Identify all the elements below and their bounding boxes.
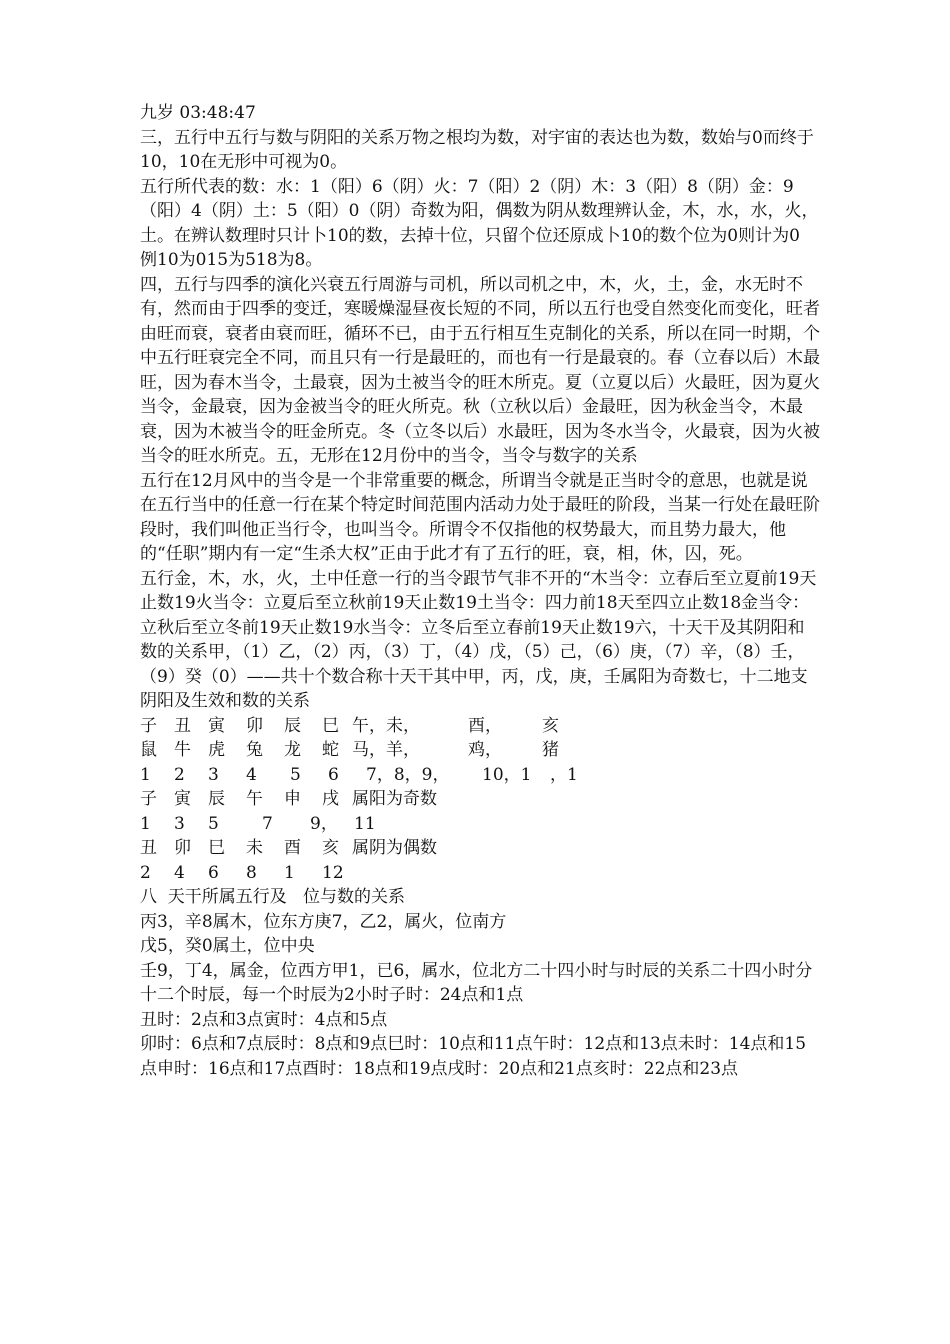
line-wood-fire: 丙3，辛8属木，位东方庚7，乙2，属火，位南方 bbox=[140, 911, 507, 932]
number-cell: 1 bbox=[140, 764, 151, 785]
number-cell: 6 bbox=[328, 764, 339, 785]
number-cell: 2 bbox=[174, 764, 185, 785]
yang-number: 7 bbox=[262, 813, 273, 834]
yin-number: 8 bbox=[246, 862, 257, 883]
yang-cell: 寅 bbox=[174, 789, 191, 809]
paragraph-example: 例10为015为518为8。 bbox=[140, 250, 323, 270]
document-body bbox=[140, 101, 820, 1081]
yang-cell: 午 bbox=[246, 789, 263, 809]
animal-row bbox=[140, 738, 820, 763]
yang-cell: 戌 bbox=[322, 789, 339, 809]
number-cell: 3 bbox=[208, 764, 219, 785]
yang-cell: 辰 bbox=[208, 789, 225, 809]
timestamp-line: 九岁 03:48:47 bbox=[140, 103, 256, 123]
branch-cell: 酉， bbox=[468, 715, 502, 736]
yin-label: 属阴为偶数 bbox=[352, 838, 437, 858]
animal-cell: 兔 bbox=[246, 740, 263, 760]
animal-cell: 牛 bbox=[174, 740, 191, 760]
yin-cell: 酉 bbox=[284, 838, 301, 858]
yin-cell: 卯 bbox=[174, 838, 191, 858]
paragraph-element-numbers: 五行所代表的数：水：1（阳）6（阴）火：7（阳）2（阴）木：3（阳）8（阴）金：9（阳）4（阴）土：5（阳）0（阴）奇数为阳，偶数为阴从数理辨认金，木，水，水，火，土。在辨认数理时只计卜10的数，去掉十位，只留个位还原成卜10的数个位为0则计为0 bbox=[140, 176, 819, 246]
branch-cell: 巳 bbox=[322, 715, 339, 736]
number-cell: 4 bbox=[246, 764, 257, 785]
line-earth: 戊5，癸0属土，位中央 bbox=[140, 936, 315, 956]
yang-cell: 子 bbox=[140, 789, 157, 809]
paragraph-section-six: 五行金，木，水，火，土中任意一行的当令跟节气非不开的“木当令：立春后至立夏前19天止数19火当令：立夏后至立秋前19天止数19土当令：四力前18天至四立止数18金当令：立秋后至立冬前19天止数19水当令：立冬后至立春前19天止数19六，十天干及其阴阳和数的关系甲，（1）乙，（2）丙，（3）丁，（4）戊，（5）己，（6）庚，（7）辛，（8）壬，（9）癸（0）——共十个数合称十天干其中甲，丙，戊，庚，壬属阳为奇数七，十二地支阴阳及生效和数的关系 bbox=[140, 568, 817, 711]
yin-cell: 未 bbox=[246, 838, 263, 858]
yang-label: 属阳为奇数 bbox=[352, 789, 437, 809]
animal-cell: 蛇 bbox=[322, 740, 339, 760]
branch-cell: 辰 bbox=[284, 715, 301, 736]
yin-number: 1 bbox=[284, 862, 295, 883]
branch-cell: 子 bbox=[140, 715, 157, 736]
yang-number: 11 bbox=[354, 813, 376, 834]
yang-number: 5 bbox=[208, 813, 219, 834]
animal-cell: 猪 bbox=[542, 740, 559, 760]
line-hours-b: 卯时：6点和7点辰时：8点和9点巳时：10点和11点午时：12点和13点未时：14点和15点申时：16点和17点酉时：18点和19点戌时：20点和21点亥时：22点和23点 bbox=[140, 1034, 807, 1079]
animal-cell: 鼠 bbox=[140, 740, 157, 760]
yin-branch-row bbox=[140, 836, 820, 861]
animal-cell: 鸡， bbox=[468, 740, 502, 760]
branch-cell: 亥 bbox=[542, 715, 559, 736]
animal-cell: 龙 bbox=[284, 740, 301, 760]
number-cell: 5 bbox=[290, 764, 301, 785]
paragraph-section-four: 四，五行与四季的演化兴衰五行周游与司机，所以司机之中，木，火，土，金，水无时不有，然而由于四季的变迁，寒暖燥湿昼夜长短的不同，所以五行也受自然变化而变化，旺者由旺而衰，衰者由衰而旺，循环不已，由于五行相互生克制化的关系，所以在同一时期，个中五行旺衰完全不同，而且只有一行是最旺的，而也有一行是最衰的。春（立春以后）木最旺，因为春木当令，土最衰，因为土被当令的旺木所克。夏（立夏以后）火最旺，因为夏火当令，金最衰，因为金被当令的旺火所克。秋（立秋以后）金最旺，因为秋金当令，木最衰，因为木被当令的旺金所克。冬（立冬以后）水最旺，因为冬水当令，火最衰，因为火被当令的旺水所克。五，无形在12月份中的当令，当令与数字的关系 bbox=[140, 274, 820, 466]
branch-number-row bbox=[140, 763, 820, 788]
yang-cell: 申 bbox=[284, 789, 301, 809]
yang-number: 9， bbox=[310, 813, 338, 834]
yin-cell: 丑 bbox=[140, 838, 157, 858]
number-cell: 10，1 bbox=[482, 764, 532, 785]
paragraph-section-three: 三，五行中五行与数与阴阳的关系万物之根均为数，对宇宙的表达也为数，数始与0而终于10，10在无形中可视为0。 bbox=[140, 127, 814, 172]
yin-cell: 巳 bbox=[208, 838, 225, 858]
branch-row bbox=[140, 714, 820, 739]
branch-cell: 午，未， bbox=[352, 715, 420, 736]
animal-cell: 马，羊， bbox=[352, 740, 420, 760]
yang-number: 1 bbox=[140, 813, 151, 834]
branch-cell: 寅 bbox=[208, 715, 225, 736]
heading-stems-elements: 八 天干所属五行及 位与数的关系 bbox=[140, 887, 406, 907]
yin-number: 6 bbox=[208, 862, 219, 883]
number-cell: ，1 bbox=[550, 764, 578, 785]
yin-number: 2 bbox=[140, 862, 151, 883]
yin-number: 12 bbox=[322, 862, 344, 883]
yin-number-row bbox=[140, 861, 820, 886]
animal-cell: 虎 bbox=[208, 740, 225, 760]
branch-cell: 丑 bbox=[174, 715, 191, 736]
yang-branch-row bbox=[140, 787, 820, 812]
paragraph-dangling: 五行在12月风中的当令是一个非常重要的概念，所谓当令就是正当时令的意思，也就是说在五行当中的任意一行在某个特定时间范围内活动力处于最旺的阶段，当某一行处在最旺阶段时，我们叫他正当行令，也叫当令。所谓令不仅指他的权势最大，而且势力最大，他的“任职”期内有一定“生杀大权”正由于此才有了五行的旺，衰，相，休，囚，死。 bbox=[140, 470, 820, 564]
number-cell: 7，8，9， bbox=[366, 764, 450, 785]
yin-number: 4 bbox=[174, 862, 185, 883]
branch-cell: 卯 bbox=[246, 715, 263, 736]
yin-cell: 亥 bbox=[322, 838, 339, 858]
line-hours-a: 丑时：2点和3点寅时：4点和5点 bbox=[140, 1009, 388, 1030]
line-metal-water: 壬9，丁4，属金，位西方甲1，已6，属水，位北方二十四小时与时辰的关系二十四小时分十二个时辰，每一个时辰为2小时子时：24点和1点 bbox=[140, 960, 813, 1005]
yang-number-row bbox=[140, 812, 820, 837]
yang-number: 3 bbox=[174, 813, 185, 834]
